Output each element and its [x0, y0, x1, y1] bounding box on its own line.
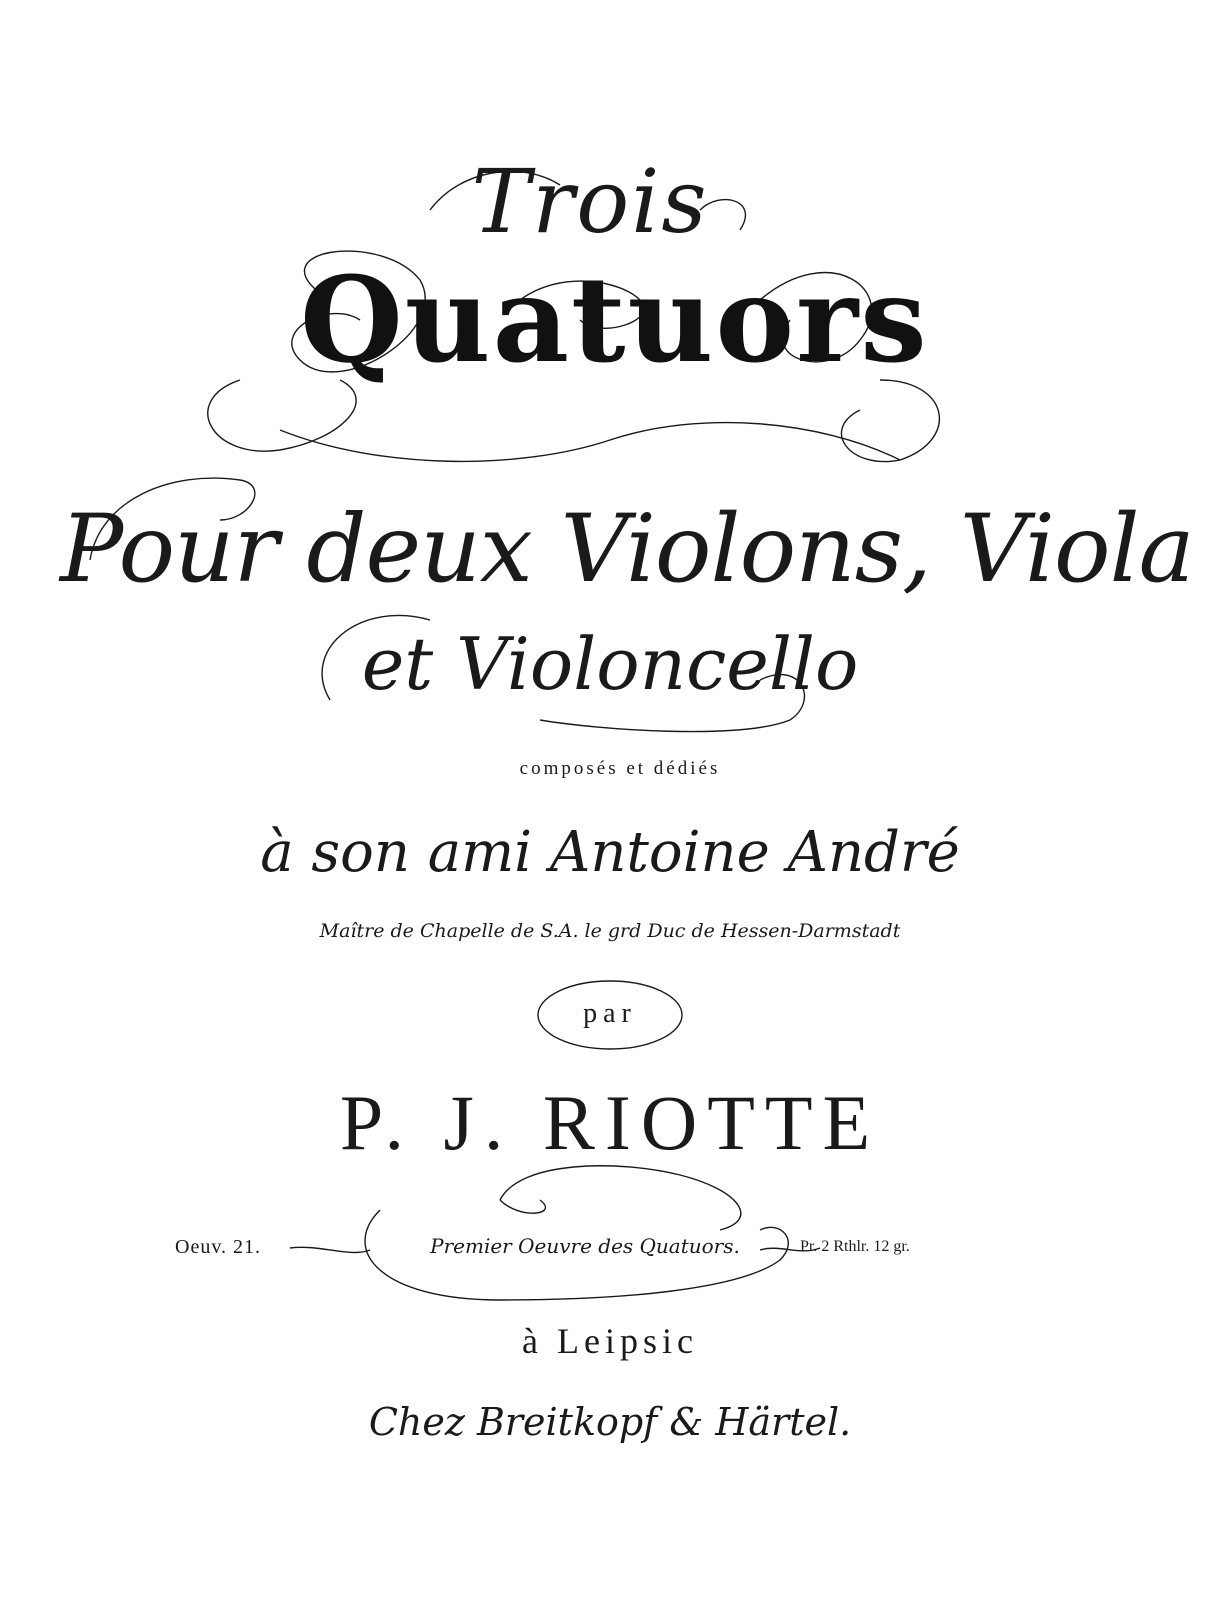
title-violoncello: et Violoncello: [361, 622, 859, 706]
title-instruments: Pour deux Violons, Viola: [60, 495, 1194, 604]
recipient-title: Maître de Chapelle de S.A. le grd Duc de Hessen-Darmstadt: [319, 920, 901, 942]
opus-number: Oeuv. 21.: [175, 1236, 262, 1258]
by-label: par: [583, 998, 637, 1029]
flourish-name-top: [500, 1166, 741, 1230]
title-trois: Trois: [471, 150, 709, 253]
flourish-swirl-right: [841, 380, 939, 462]
publisher-city: à Leipsic: [522, 1321, 698, 1361]
flourish-quatuors-under: [280, 423, 900, 462]
series-note: Premier Oeuvre des Quatuors.: [430, 1234, 740, 1258]
title-quatuors: Quatuors: [300, 250, 929, 389]
flourish-swirl-left: [208, 380, 356, 451]
composed-dedicated: composés et dédiés: [519, 758, 721, 779]
price: Pr. 2 Rthlr. 12 gr.: [800, 1238, 910, 1255]
publisher-name: Chez Breitkopf & Härtel.: [368, 1400, 852, 1444]
composer-name: P. J. RIOTTE: [339, 1079, 881, 1166]
dedication-recipient: à son ami Antoine André: [260, 820, 960, 885]
